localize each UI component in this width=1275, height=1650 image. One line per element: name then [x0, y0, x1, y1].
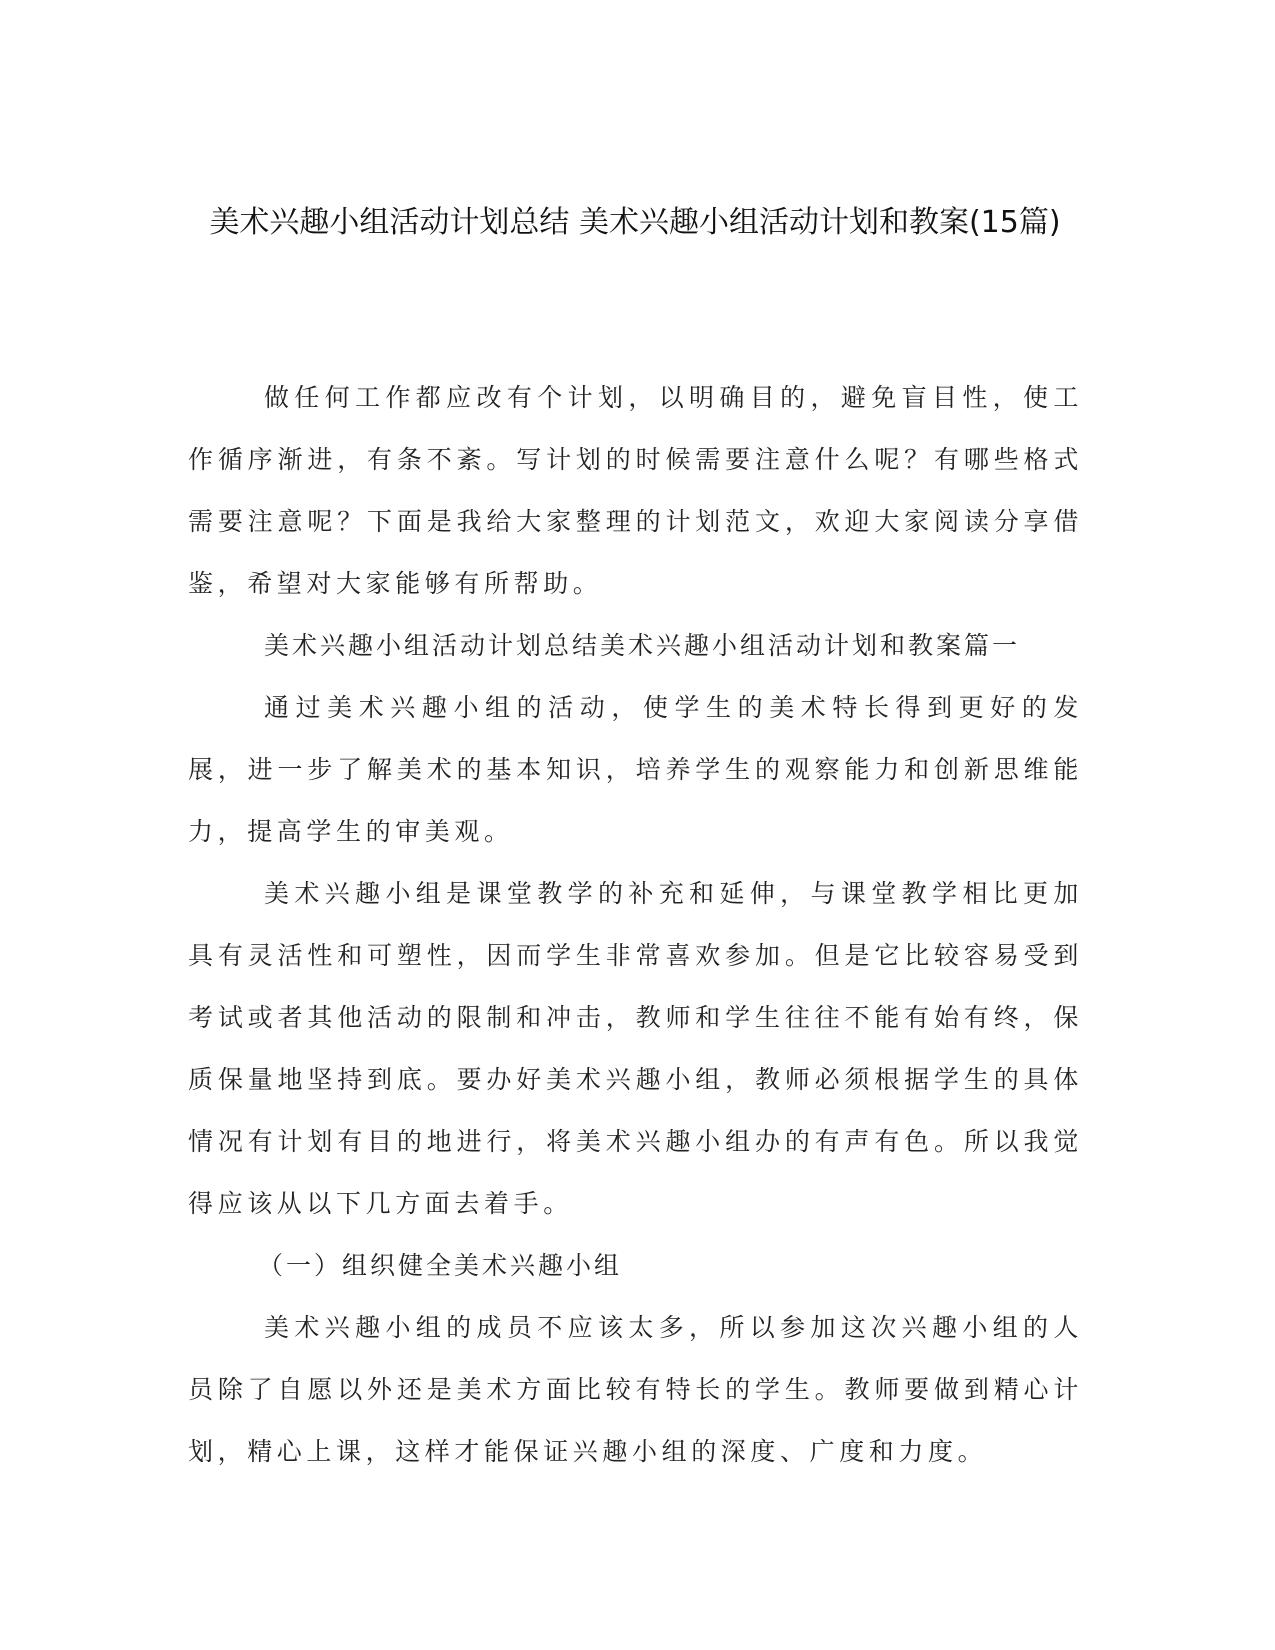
document-title: 美术兴趣小组活动计划总结 美术兴趣小组活动计划和教案(15篇)	[209, 205, 1061, 240]
goal-paragraph: 通过美术兴趣小组的活动，使学生的美术特长得到更好的发展，进一步了解美术的基本知识，培养学生的观察能力和创新思维能力，提高学生的审美观。	[188, 693, 1083, 846]
document-body	[188, 367, 1083, 1483]
subsection-heading: （一）组织健全美术兴趣小组	[258, 1251, 623, 1280]
membership-paragraph: 美术兴趣小组的成员不应该太多，所以参加这次兴趣小组的人员除了自愿以外还是美术方面比较有特长的学生。教师要做到精心计划，精心上课，这样才能保证兴趣小组的深度、广度和力度。	[188, 1313, 1083, 1466]
section-heading: 美术兴趣小组活动计划总结美术兴趣小组活动计划和教案篇一	[264, 631, 1021, 660]
intro-paragraph: 做任何工作都应改有个计划，以明确目的，避免盲目性，使工作循序渐进，有条不紊。写计划的时候需要注意什么呢？有哪些格式需要注意呢？下面是我给大家整理的计划范文，欢迎大家阅读分享借鉴，希望对大家能够有所帮助。	[188, 383, 1083, 598]
rationale-paragraph: 美术兴趣小组是课堂教学的补充和延伸，与课堂教学相比更加具有灵活性和可塑性，因而学生非常喜欢参加。但是它比较容易受到考试或者其他活动的限制和冲击，教师和学生往往不能有始有终，保质保量地坚持到底。要办好美术兴趣小组，教师必须根据学生的具体情况有计划有目的地进行，将美术兴趣小组办的有声有色。所以我觉得应该从以下几方面去着手。	[188, 879, 1083, 1218]
